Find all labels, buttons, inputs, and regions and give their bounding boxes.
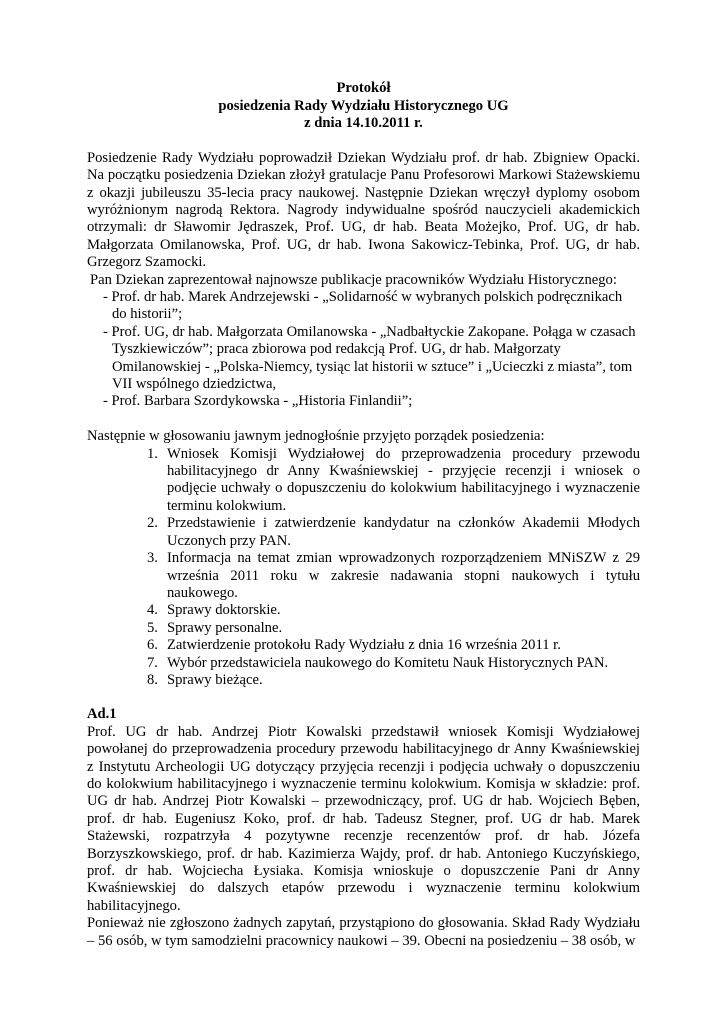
- agenda-text: Informacja na temat zmian wprowadzonych rozporządzeniem MNiSZW z 29 września 2011 roku w zakresie nadawania stopni naukowych i tytułu naukowego.: [167, 550, 640, 601]
- spacer: [87, 411, 640, 428]
- agenda-text: Przedstawienie i zatwierdzenie kandydatur na członków Akademii Młodych Uczonych przy PAN.: [167, 515, 640, 549]
- agenda-text: Sprawy doktorskie.: [167, 602, 281, 619]
- agenda-item: [87, 515, 640, 550]
- title-line-1: Protokół: [336, 80, 391, 96]
- publication-text: Prof. dr hab. Marek Andrzejewski - „Solidarność w wybranych polskich podręcznikach do historii”;: [111, 289, 623, 323]
- agenda-lead: Następnie w głosowaniu jawnym jednogłośnie przyjęto porządek posiedzenia:: [87, 428, 545, 445]
- agenda-item: [87, 602, 640, 619]
- publication-item: [87, 324, 640, 394]
- agenda-item: [87, 446, 640, 516]
- document-title: [87, 80, 640, 133]
- section-heading-ad1: Ad.1: [87, 706, 117, 723]
- agenda-number: 6.: [147, 637, 158, 654]
- agenda-number: 3.: [147, 550, 158, 567]
- publication-text: Prof. UG, dr hab. Małgorzata Omilanowska - „Nadbałtyckie Zakopane. Połąga w czasach Tyszkiewiczów”; praca zbiorowa pod redakcją Prof. UG, dr hab. Małgorzaty Omilanowskiej - „Polska-Niemcy, tysiąc lat historii w sztuce” i „Ucieczki z miasta”, tom VII wspólnego dziedzictwa,: [111, 323, 636, 393]
- agenda-text: Zatwierdzenie protokołu Rady Wydziału z dnia 16 września 2011 r.: [167, 637, 561, 654]
- publication-item: [87, 289, 640, 324]
- publications-lead: Pan Dziekan zaprezentował najnowsze publikacje pracowników Wydziału Historycznego:: [90, 271, 617, 288]
- list-dash: -: [103, 393, 108, 410]
- title-line-3: z dnia 14.10.2011 r.: [304, 115, 423, 132]
- agenda-number: 2.: [147, 515, 158, 532]
- agenda-item: [87, 550, 640, 602]
- agenda-text: Wniosek Komisji Wydziałowej do przeprowadzenia procedury przewodu habilitacyjnego dr Anny Kwaśniewskiej - przyjęcie recenzji i wniosek o podjęcie uchwały o dopuszczeniu do kolokwium habilitacyjnego i wyznaczenie terminu kolokwium.: [167, 445, 640, 514]
- publications-list: [87, 289, 640, 411]
- publication-item: [87, 393, 640, 410]
- agenda-text: Wybór przedstawiciela naukowego do Komitetu Nauk Historycznych PAN.: [167, 654, 609, 671]
- agenda-text: Sprawy personalne.: [167, 619, 283, 636]
- list-dash: -: [103, 323, 108, 340]
- agenda-item: [87, 620, 640, 637]
- agenda-number: 7.: [147, 654, 158, 671]
- ad1-paragraph-voting: Ponieważ nie zgłoszono żadnych zapytań, przystąpiono do głosowania. Skład Rady Wydziału – 56 osób, w tym samodzielni pracownicy naukowi – 39. Obecni na posiedzeniu – 38 osób, w: [87, 915, 640, 949]
- agenda-number: 5.: [147, 619, 158, 636]
- agenda-item: [87, 655, 640, 672]
- intro-paragraph: Posiedzenie Rady Wydziału poprowadził Dziekan Wydziału prof. dr hab. Zbigniew Opacki. Na początku posiedzenia Dziekan złożył gratulacje Panu Profesorowi Markowi Stażewskiemu z okazji jubileuszu 35-lecia pracy naukowej. Następnie Dziekan wręczył dyplomy osobom wyróżnionym nagrodą Rektora. Nagrody indywidualne spośród nauczycieli akademickich otrzymali: dr Sławomir Jędraszek, Prof. UG, dr hab. Beata Możejko, Prof. UG, dr hab. Małgorzata Omilanowska, Prof. UG, dr hab. Iwona Sakowicz-Tebinka, Prof. UG, dr hab. Grzegorz Szamocki.: [87, 149, 640, 271]
- agenda-text: Sprawy bieżące.: [167, 671, 263, 688]
- agenda-item: [87, 637, 640, 654]
- title-line-2: posiedzenia Rady Wydziału Historycznego UG: [218, 97, 509, 114]
- agenda-list: [87, 446, 640, 690]
- agenda-number: 1.: [147, 445, 158, 462]
- agenda-number: 4.: [147, 602, 158, 619]
- publication-text: Prof. Barbara Szordykowska - „Historia Finlandii”;: [111, 393, 413, 410]
- list-dash: -: [103, 289, 108, 306]
- agenda-item: [87, 672, 640, 689]
- agenda-number: 8.: [147, 671, 158, 688]
- document-page: [87, 80, 640, 950]
- ad1-paragraph: Prof. UG dr hab. Andrzej Piotr Kowalski przedstawił wniosek Komisji Wydziałowej powołanej do przeprowadzenia procedury przewodu habilitacyjnego dr Anny Kwaśniewskiej z Instytutu Archeologii UG dotyczący przyjęcia recenzji i podjęcia uchwały o dopuszczeniu do kolokwium habilitacyjnego i wyznaczenie terminu kolokwium. Komisja w składzie: prof. UG dr hab. Andrzej Piotr Kowalski – przewodniczący, prof. UG dr hab. Wojciech Bęben, prof. dr hab. Eugeniusz Koko, prof. dr hab. Tadeusz Stegner, prof. UG dr hab. Marek Stażewski, rozpatrzyła 4 pozytywne recenzje recenzentów prof. dr hab. Józefa Borzyszkowskiego, prof. dr hab. Kazimierza Wajdy, prof. dr hab. Antoniego Kuczyńskiego, prof. dr hab. Wojciecha Łysiaka. Komisja wnioskuje o dopuszczenie Pani dr Anny Kwaśniewskiej do dalszych etapów przewodu i wyznaczenie terminu kolokwium habilitacyjnego.: [87, 723, 640, 914]
